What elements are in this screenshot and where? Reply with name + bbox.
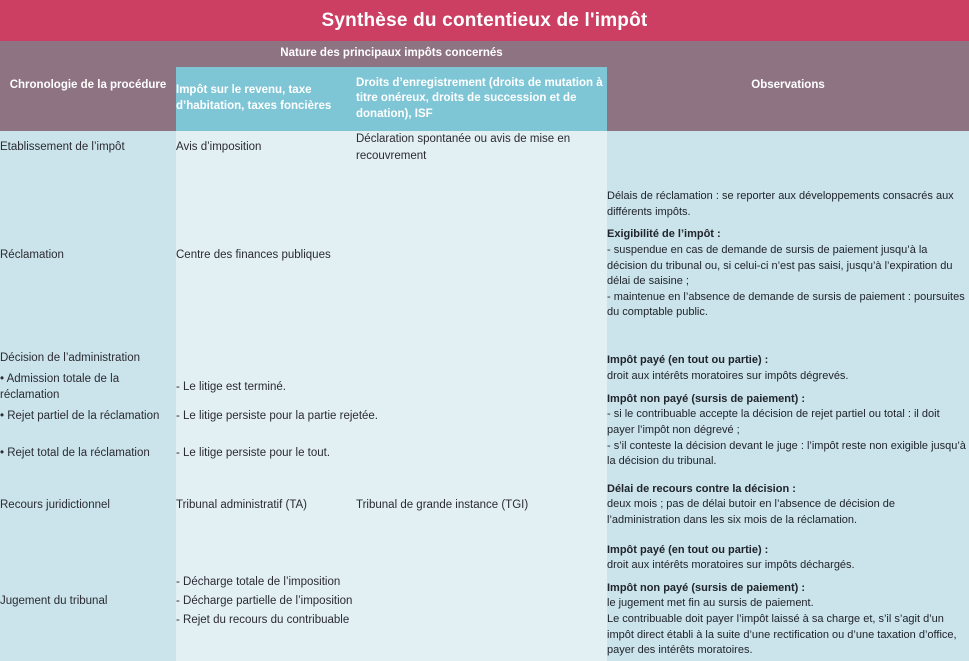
row-nature-1: - Le litige persiste pour la partie rejetée.	[176, 403, 607, 429]
row-nature-1: - Le litige est terminé.	[176, 371, 607, 403]
table-row	[0, 533, 969, 661]
page-title: Synthèse du contentieux de l'impôt	[321, 10, 648, 31]
observation-line: - maintenue en l’absence de demande de sursis de paiement : poursuites du comptable public.	[607, 290, 965, 319]
row-observations	[607, 533, 969, 661]
observation-heading: Impôt payé (en tout ou partie) :	[607, 354, 769, 367]
observation-line: droit aux intérêts moratoires sur impôts déchargés.	[607, 559, 855, 572]
table-header-row-1	[0, 41, 969, 67]
row-nature-1: Tribunal administratif (TA)	[176, 477, 356, 533]
row-nature-1	[176, 346, 356, 371]
observation-heading: Délai de recours contre la décision :	[607, 482, 796, 495]
row-nature-1: - Le litige persiste pour le tout.	[176, 429, 607, 477]
list-item: - Rejet du recours du contribuable	[176, 613, 350, 626]
observation-line: deux mois ; pas de délai butoir en l’absence de décision de l’administration dans les six mois de la réclamation.	[607, 498, 896, 526]
row-chronology: • Admission totale de la réclamation	[0, 371, 176, 403]
table-row	[0, 346, 969, 371]
observation-heading: Exigibilité de l’impôt :	[607, 228, 721, 241]
paragraph-spacer	[607, 220, 969, 227]
table-row	[0, 477, 969, 533]
row-nature-2: Déclaration spontanée ou avis de mise en recouvrement	[356, 131, 607, 164]
row-observations	[607, 164, 969, 346]
page-title-bar	[0, 0, 969, 41]
row-nature-1: Avis d’imposition	[176, 131, 356, 164]
observation-line: - suspendue en cas de demande de sursis de paiement jusqu’à la décision du tribunal ou, si celui-ci n’est pas saisi, jusqu’à l’expiration du délai de saisine ;	[607, 243, 953, 288]
row-chronology: Réclamation	[0, 164, 176, 346]
observation-heading: Impôt payé (en tout ou partie) :	[607, 543, 769, 556]
row-nature-1	[176, 533, 607, 661]
paragraph-spacer	[607, 385, 969, 392]
table-row	[0, 131, 969, 164]
row-nature-2: Tribunal de grande instance (TGI)	[356, 477, 607, 533]
row-chronology: Décision de l’administration	[0, 346, 176, 371]
synthesis-table	[0, 41, 969, 661]
row-observations	[607, 346, 969, 477]
header-observations: Observations	[607, 41, 969, 131]
table-row	[0, 164, 969, 346]
header-chronology: Chronologie de la procédure	[0, 41, 176, 131]
observation-heading: Impôt non payé (sursis de paiement) :	[607, 392, 806, 405]
row-chronology: Jugement du tribunal	[0, 533, 176, 661]
row-nature-1: Centre des finances publiques	[176, 164, 607, 346]
row-chronology: • Rejet total de la réclamation	[0, 429, 176, 477]
row-nature-2	[356, 346, 607, 371]
header-nature-col1: Impôt sur le revenu, taxe d’habitation, taxes foncières	[176, 67, 356, 131]
observation-line: Délais de réclamation : se reporter aux développements consacrés aux différents impôts.	[607, 190, 954, 218]
observation-line: - si le contribuable accepte la décision de rejet partiel ou total : il doit payer l’impôt non dégrevé ;	[607, 408, 940, 436]
row-observations	[607, 477, 969, 533]
header-nature-col2: Droits d’enregistrement (droits de mutation à titre onéreux, droits de succession et de donation), ISF	[356, 67, 607, 131]
observation-line: Le contribuable doit payer l’impôt laissé à sa charge et, s’il s’agit d’un impôt direct établi à la suite d’une rectification ou d’une taxation d’office, payer des intérêts moratoires.	[607, 612, 957, 657]
observation-line: le jugement met fin au sursis de paiement.	[607, 597, 814, 610]
header-nature-group: Nature des principaux impôts concernés	[176, 41, 607, 67]
row-chronology: Recours juridictionnel	[0, 477, 176, 533]
observation-heading: Impôt non payé (sursis de paiement) :	[607, 581, 806, 594]
row-observations	[607, 131, 969, 164]
observation-line: - s’il conteste la décision devant le juge : l’impôt reste non exigible jusqu’à la décision du tribunal.	[607, 439, 966, 468]
row-chronology: Etablissement de l’impôt	[0, 131, 176, 164]
paragraph-spacer	[607, 574, 969, 581]
list-item: - Décharge totale de l’imposition	[176, 575, 341, 588]
list-item: - Décharge partielle de l’imposition	[176, 594, 353, 607]
observation-line: droit aux intérêts moratoires sur impôts dégrevés.	[607, 370, 849, 383]
row-chronology: • Rejet partiel de la réclamation	[0, 403, 176, 429]
